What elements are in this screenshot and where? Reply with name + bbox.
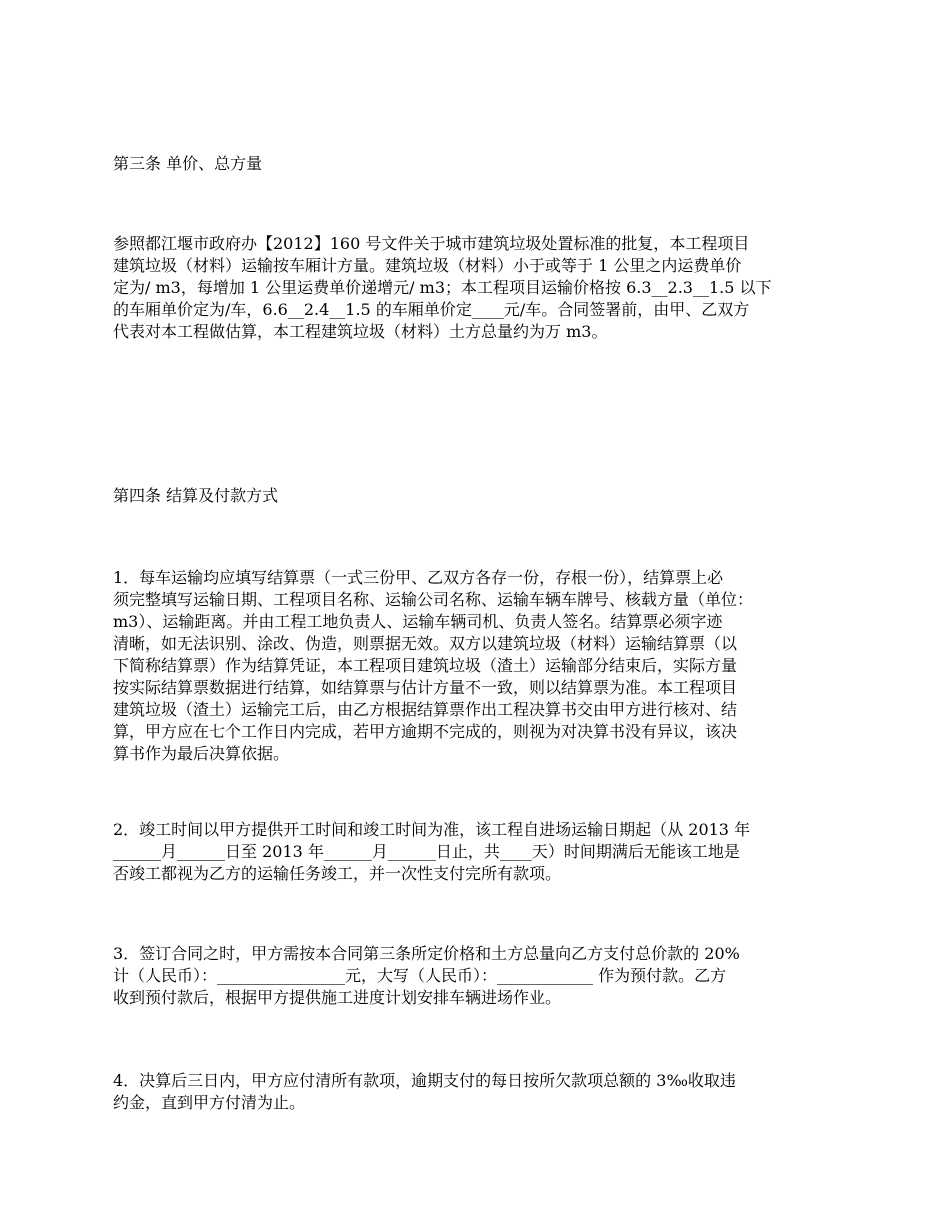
paragraph-line: 的车厢单价定为/车，6.6__2.4__1.5 的车厢单价定____元/车。合同签署前，由甲、乙双方 — [113, 300, 750, 319]
section4-item3 — [113, 943, 840, 1009]
paragraph-line: 约金，直到甲方付清为止。 — [113, 1093, 306, 1112]
paragraph-line: 3．签订合同之时，甲方需按本合同第三条所定价格和土方总量向乙方支付总价款的 20% — [113, 944, 740, 963]
paragraph-line: 1．每车运输均应填写结算票（一式三份甲、乙双方各存一份，存根一份），结算票上必 — [113, 568, 724, 587]
paragraph-line: 清晰，如无法识别、涂改、伪造，则票据无效。双方以建筑垃圾（材料）运输结算票（以 — [113, 634, 738, 653]
section4-item1 — [113, 567, 840, 765]
paragraph-line: 下简称结算票）作为结算凭证，本工程项目建筑垃圾（渣土）运输部分结束后，实际方量 — [113, 656, 738, 675]
section4-item2 — [113, 819, 840, 885]
section4-heading: 第四条 结算及付款方式 — [113, 486, 279, 505]
paragraph-line: 收到预付款后，根据甲方提供施工进度计划安排车辆进场作业。 — [113, 988, 562, 1007]
paragraph-line: ______月______日至 2013 年______月______日止，共____天）时间期满后无能该工地是 — [113, 842, 740, 861]
section3-paragraph — [113, 233, 840, 343]
section4-item4 — [113, 1070, 840, 1114]
paragraph-line: 须完整填写运输日期、工程项目名称、运输公司名称、运输车辆车牌号、核载方量（单位： — [113, 590, 754, 609]
paragraph-line: 算书作为最后决算依据。 — [113, 744, 290, 763]
paragraph-line: 建筑垃圾（渣土）运输完工后，由乙方根据结算票作出工程决算书交由甲方进行核对、结 — [113, 700, 738, 719]
document-page — [113, 0, 840, 1230]
paragraph-line: m3）、运输距离。并由工程工地负责人、运输车辆司机、负责人签名。结算票必须字迹 — [113, 612, 723, 631]
section3-heading: 第三条 单价、总方量 — [113, 154, 263, 173]
paragraph-line: 2．竣工时间以甲方提供开工时间和竣工时间为准，该工程自进场运输日期起（从 2013 年 — [113, 820, 751, 839]
paragraph-line: 否竣工都视为乙方的运输任务竣工，并一次性支付完所有款项。 — [113, 864, 562, 883]
paragraph-line: 算，甲方应在七个工作日内完成，若甲方逾期不完成的，则视为对决算书没有异议，该决 — [113, 722, 738, 741]
paragraph-line: 4．决算后三日内，甲方应付清所有款项，逾期支付的每日按所欠款项总额的 3‰收取违 — [113, 1071, 736, 1090]
paragraph-line: 按实际结算票数据进行结算，如结算票与估计方量不一致，则以结算票为准。本工程项目 — [113, 678, 738, 697]
paragraph-line: 代表对本工程做估算，本工程建筑垃圾（材料）土方总量约为万 m3。 — [113, 322, 608, 341]
paragraph-line: 计（人民币）：________________元，大写（人民币）：____________ 作为预付款。乙方 — [113, 966, 727, 985]
paragraph-line: 建筑垃圾（材料）运输按车厢计方量。建筑垃圾（材料）小于或等于 1 公里之内运费单价 — [113, 256, 742, 275]
paragraph-line: 定为/ m3，每增加 1 公里运费单价递增元/ m3；本工程项目运输价格按 6.3__2.3__1.5 以下 — [113, 278, 772, 297]
paragraph-line: 参照都江堰市政府办【2012】160 号文件关于城市建筑垃圾处置标准的批复，本工程项目 — [113, 234, 750, 253]
